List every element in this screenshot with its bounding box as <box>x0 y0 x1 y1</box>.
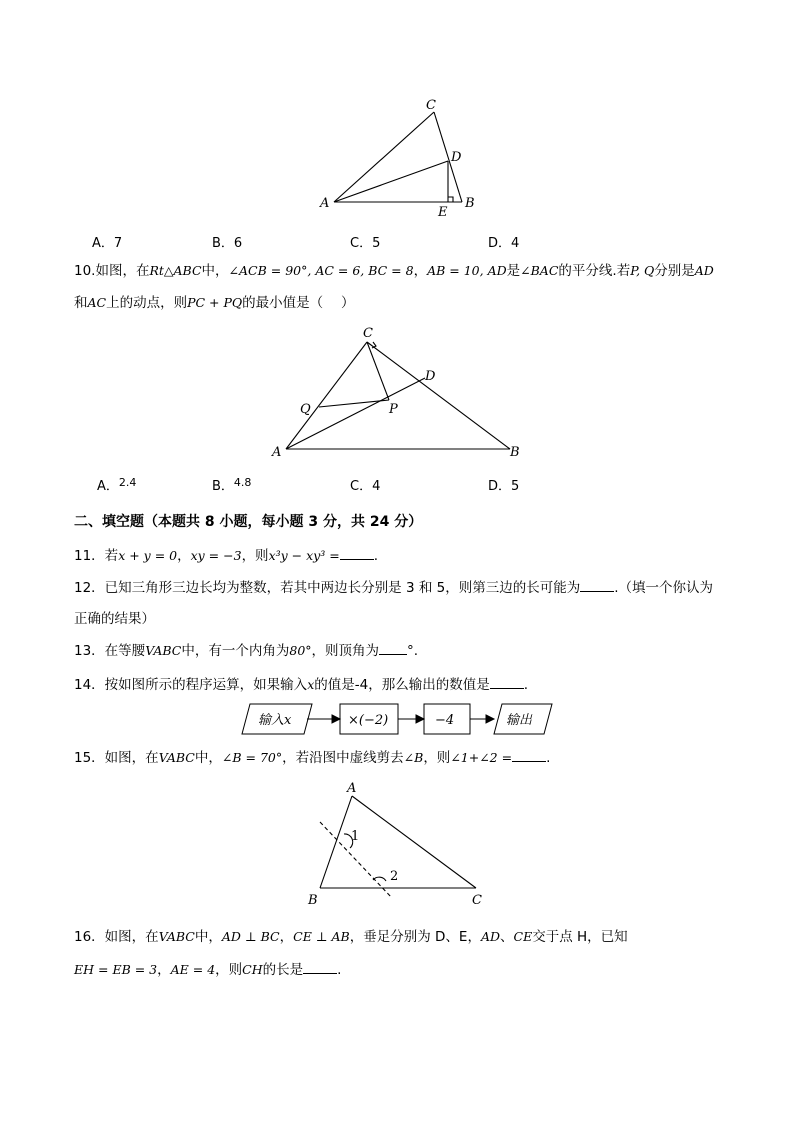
answer-blank-q11[interactable] <box>340 547 374 560</box>
label-b: B <box>510 445 520 460</box>
right-angle-mark-e <box>448 197 453 202</box>
answer-blank-q15[interactable] <box>512 749 546 762</box>
label-d: D <box>451 150 462 165</box>
flow-step1-label: ×(−2) <box>348 713 389 728</box>
label-c: C <box>472 893 482 908</box>
q10-stem-line2: 和AC上的动点，则PC + PQ的最小值是（ ） <box>74 295 355 311</box>
flow-arrowhead-2 <box>416 715 424 723</box>
segment-ac <box>352 796 476 888</box>
segment-ac <box>286 342 367 449</box>
q12-stem-line1: 12．已知三角形三边长均为整数，若其中两边长分别是 3 和 5，则第三边的长可能为 .（填一个你认为 <box>74 580 714 596</box>
flow-arrowhead-1 <box>332 715 340 723</box>
flow-input-label: 输入x <box>258 713 292 728</box>
figure-q10-triangle <box>270 322 530 462</box>
answer-blank-q14[interactable] <box>490 676 524 689</box>
answer-blank-q16[interactable] <box>303 961 337 974</box>
section-heading-fill-in: 二、填空题（本题共 8 小题，每小题 3 分，共 24 分） <box>74 514 423 530</box>
q15-stem: 15．如图，在VABC中，∠B = 70°，若沿图中虚线剪去∠B，则∠1+∠2 = . <box>74 750 551 766</box>
segment-cb <box>367 342 510 449</box>
q9-option-d[interactable]: D．4 <box>488 236 520 251</box>
label-c: C <box>363 326 373 341</box>
segment-qp <box>319 400 389 407</box>
figure-q15-triangle <box>300 778 500 910</box>
label-p: P <box>389 402 398 417</box>
q9-option-c[interactable]: C．5 <box>350 236 381 251</box>
answer-blank-q13[interactable] <box>379 642 407 655</box>
label-d: D <box>425 369 436 384</box>
q10-option-d[interactable]: D．5 <box>488 479 520 494</box>
q16-stem-line1: 16．如图，在VABC中，AD ⊥ BC，CE ⊥ AB，垂足分别为 D、E，AD、CE交于点 H，已知 <box>74 929 628 945</box>
label-angle-1: 1 <box>351 829 360 844</box>
q9-option-b[interactable]: B．6 <box>212 236 243 251</box>
flow-output-label: 输出 <box>506 713 533 728</box>
q14-stem: 14．按如图所示的程序运算，如果输入x的值是-4，那么输出的数值是 . <box>74 677 529 693</box>
q11-stem: 11．若x + y = 0，xy = −3，则x³y − xy³ = . <box>74 548 378 564</box>
figure-q9-triangle <box>310 94 480 219</box>
right-angle-mark-c <box>372 342 376 348</box>
segment-ac <box>334 112 434 202</box>
label-a: A <box>347 781 357 796</box>
label-b: B <box>465 196 475 211</box>
label-c: C <box>426 98 436 113</box>
label-q: Q <box>300 402 311 417</box>
label-a: A <box>272 445 282 460</box>
q10-option-c[interactable]: C．4 <box>350 479 381 494</box>
q10-option-a[interactable]: A．$^{2.4}$ <box>97 476 137 494</box>
q10-option-b[interactable]: B．$^{4.8}$ <box>212 476 252 494</box>
label-a: A <box>320 196 330 211</box>
q14-flowchart <box>240 700 560 740</box>
answer-blank-q12[interactable] <box>580 579 614 592</box>
label-b: B <box>308 893 318 908</box>
label-e: E <box>438 205 448 219</box>
q16-stem-line2: EH = EB = 3，AE = 4，则CH的长是 . <box>74 962 342 978</box>
q9-option-a[interactable]: A．7 <box>92 236 123 251</box>
segment-ab <box>320 796 352 888</box>
q10-stem-line1: 10.如图，在Rt△ABC中，∠ACB = 90°, AC = 6, BC = 8，AB = 10, AD是∠BAC的平分线.若P, Q分别是AD <box>74 263 714 279</box>
flow-arrowhead-3 <box>486 715 494 723</box>
label-angle-2: 2 <box>390 869 399 884</box>
segment-ad <box>334 161 448 202</box>
q12-stem-line2: 正确的结果） <box>74 611 155 627</box>
q13-stem: 13．在等腰VABC中，有一个内角为80°，则顶角为 °. <box>74 643 419 659</box>
flow-step2-label: −4 <box>435 713 455 728</box>
